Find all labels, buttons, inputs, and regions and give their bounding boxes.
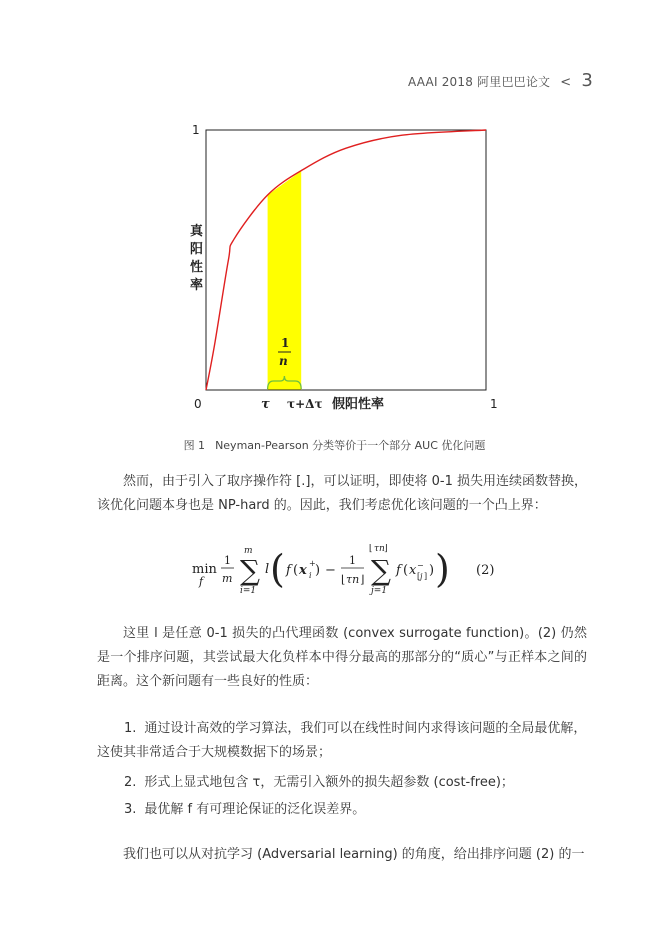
list-item-number: 1. xyxy=(124,721,137,736)
svg-text:+: + xyxy=(309,559,316,568)
svg-text:(: ( xyxy=(403,563,409,578)
svg-text:(: ( xyxy=(293,563,299,578)
svg-text:): ) xyxy=(429,563,435,578)
svg-text:): ) xyxy=(315,563,321,578)
svg-text:x: x xyxy=(409,563,417,578)
tau-delta-label: τ+Δτ xyxy=(287,397,323,411)
svg-text:(: ( xyxy=(270,547,285,591)
equation-2 xyxy=(188,536,518,602)
svg-text:f: f xyxy=(396,563,401,578)
svg-text:]: ] xyxy=(424,572,428,581)
svg-text:i=1: i=1 xyxy=(240,586,257,596)
x-tick-right: 1 xyxy=(490,397,498,411)
y-axis-label-char: 真 xyxy=(190,224,204,239)
list-item xyxy=(97,717,587,765)
equation-number: (2) xyxy=(476,563,495,578)
list-item-text: 形式上显式地包含 τ，无需引入额外的损失超参数 (cost-free)； xyxy=(144,775,514,790)
y-axis-label-char: 率 xyxy=(190,278,204,293)
svg-text:−: − xyxy=(417,561,424,570)
y-tick-top: 1 xyxy=(192,123,200,137)
list-item-text: 通过设计高效的学习算法，我们可以在线性时间内求得该问题的全局最优解，这使其非常适合于大规模数据下的场景； xyxy=(97,721,587,760)
x-axis-label: 假阳性率 xyxy=(332,397,385,412)
svg-text:1: 1 xyxy=(349,554,356,567)
roc-figure xyxy=(185,118,505,418)
figure-caption xyxy=(0,437,669,453)
list-item-text: 最优解 f 有可理论保证的泛化误差界。 xyxy=(144,802,366,817)
y-axis-label-char: 阳 xyxy=(190,242,204,257)
band-label-numerator: 1 xyxy=(281,336,290,350)
svg-text:): ) xyxy=(435,547,450,591)
svg-text:[: [ xyxy=(417,572,421,581)
svg-text:τn: τn xyxy=(346,573,360,586)
y-axis-label xyxy=(189,223,204,293)
origin-tick: 0 xyxy=(194,397,202,411)
list-item xyxy=(97,798,587,822)
svg-text:1: 1 xyxy=(224,554,231,567)
chevron-left-icon[interactable]: < xyxy=(560,75,572,90)
paragraph-2: 这里 l 是任意 0-1 损失的凸代理函数 (convex surrogate function)。(2) 仍然是一个排序问题，其尝试最大化负样本中得分最高的那部分的“质心”与正样本之间的距离。这个新问题有一些良好的性质： xyxy=(97,626,587,689)
paragraph-3: 我们也可以从对抗学习 (Adversarial learning) 的角度，给出排序问题 (2) 的一 xyxy=(123,847,585,862)
header-title: AAAI 2018 阿里巴巴论文 xyxy=(408,75,551,89)
svg-text:j: j xyxy=(420,572,423,581)
svg-text:m: m xyxy=(222,572,233,585)
svg-text:⌊: ⌊ xyxy=(341,573,346,586)
y-axis-label-char: 性 xyxy=(190,260,204,275)
svg-text:∑: ∑ xyxy=(240,554,260,587)
svg-text:m: m xyxy=(244,546,253,556)
tau-label: τ xyxy=(261,397,270,412)
roc-curve xyxy=(206,130,486,390)
list-item-number: 3. xyxy=(124,802,137,817)
band-label-denominator: n xyxy=(279,354,288,368)
svg-text:x: x xyxy=(299,563,307,578)
svg-text:l: l xyxy=(265,562,270,577)
list-item-number: 2. xyxy=(124,775,137,790)
svg-text:−: − xyxy=(325,563,336,578)
page-header xyxy=(408,70,593,91)
svg-text:⌊: ⌊ xyxy=(369,544,373,554)
paragraph-1: 然而，由于引入了取序操作符 [.]，可以证明，即使将 0-1 损失用连续函数替换，该优化问题本身也是 NP-hard 的。因此，我们考虑优化该问题的一个凸上界： xyxy=(97,474,587,513)
svg-text:⌋: ⌋ xyxy=(360,573,365,586)
svg-text:i: i xyxy=(309,571,312,580)
svg-text:τn: τn xyxy=(374,544,385,554)
svg-text:min: min xyxy=(192,562,217,577)
svg-text:⌋: ⌋ xyxy=(384,544,388,554)
page-number: 3 xyxy=(581,70,593,91)
svg-text:f: f xyxy=(286,563,291,578)
plot-frame xyxy=(206,130,486,390)
svg-text:∑: ∑ xyxy=(371,554,391,587)
list-item xyxy=(97,771,587,795)
caption-number: 图 1 xyxy=(183,439,206,452)
caption-text: Neyman-Pearson 分类等价于一个部分 AUC 优化问题 xyxy=(215,439,486,452)
svg-text:f: f xyxy=(199,575,204,588)
svg-text:j=1: j=1 xyxy=(371,586,388,596)
